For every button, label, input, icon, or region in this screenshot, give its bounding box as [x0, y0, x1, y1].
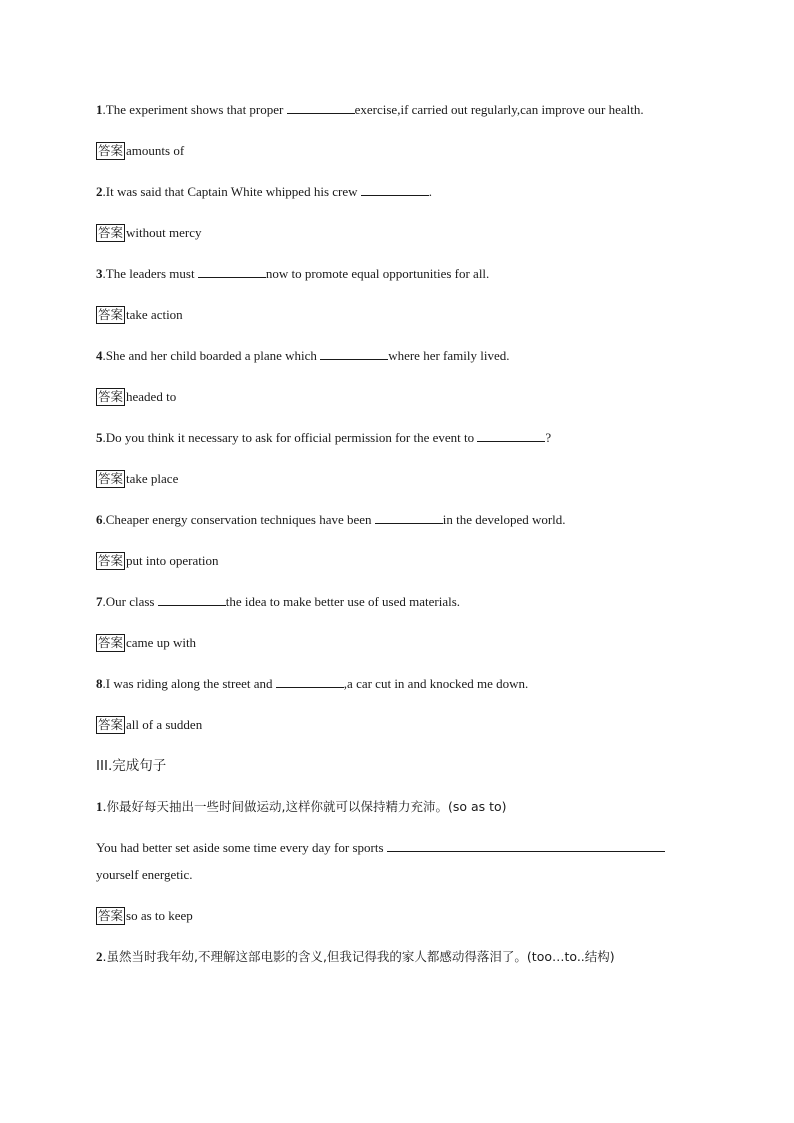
answer-badge: 答案 [98, 389, 124, 404]
question-text-before: .The experiment shows that proper [102, 102, 287, 117]
answer-badge: 答案 [98, 635, 124, 650]
answer-text: headed to [126, 389, 177, 404]
answer-blank [320, 346, 388, 360]
question-text-before: .She and her child boarded a plane which [102, 348, 321, 363]
question-text-after: exercise,if carried out regularly,can improve our health. [354, 102, 644, 117]
answer-8 [96, 715, 706, 735]
translation-sentence-line-2 [96, 865, 706, 885]
question-text-after: now to promote equal opportunities for all. [265, 266, 490, 281]
document-page [96, 100, 706, 988]
question-number: 2 [96, 949, 103, 964]
answer-7 [96, 633, 706, 653]
question-number: 2 [96, 184, 103, 199]
question-number: 5 [96, 430, 103, 445]
translation-sentence-line-1 [96, 838, 706, 858]
question-text-before: .I was riding along the street and [102, 676, 276, 691]
question-6 [96, 510, 706, 530]
question-text-before: .The leaders must [102, 266, 198, 281]
question-number: 7 [96, 594, 103, 609]
question-text-after: ? [545, 430, 552, 445]
answer-6 [96, 551, 706, 571]
answer-blank [158, 592, 226, 606]
answer-blank [477, 428, 545, 442]
question-text-before: .Cheaper energy conservation techniques have been [102, 512, 375, 527]
answer-text: put into operation [126, 553, 219, 568]
answer-badge: 答案 [98, 717, 124, 732]
answer-blank [198, 264, 266, 278]
answer-badge: 答案 [98, 908, 124, 923]
translation-question-2 [96, 947, 706, 967]
question-7 [96, 592, 706, 612]
answer-badge: 答案 [98, 471, 124, 486]
translation-question-1 [96, 797, 706, 817]
answer-text: without mercy [126, 225, 202, 240]
section-heading: III.完成句子 [96, 758, 167, 774]
question-2 [96, 182, 706, 202]
answer-blank [387, 838, 665, 852]
question-number: 6 [96, 512, 103, 527]
question-text-before: .Our class [102, 594, 158, 609]
answer-text: take action [126, 307, 183, 322]
question-text-after: . [428, 184, 433, 199]
question-number: 1 [96, 102, 103, 117]
question-text-after: ,a car cut in and knocked me down. [343, 676, 529, 691]
question-number: 4 [96, 348, 103, 363]
answer-1 [96, 141, 706, 161]
question-number: 8 [96, 676, 103, 691]
question-number: 1 [96, 799, 103, 814]
question-text-before: .It was said that Captain White whipped his crew [102, 184, 361, 199]
question-text-before: .Do you think it necessary to ask for official permission for the event to [102, 430, 478, 445]
answer-badge: 答案 [98, 143, 124, 158]
answer-badge: 答案 [98, 553, 124, 568]
answer-blank [276, 674, 344, 688]
question-4 [96, 346, 706, 366]
answer-5 [96, 469, 706, 489]
answer-badge: 答案 [98, 225, 124, 240]
chinese-prompt: .虽然当时我年幼,不理解这部电影的含义,但我记得我的家人都感动得落泪了。(too…to..结构) [102, 949, 615, 964]
translation-text-before: You had better set aside some time every day for sports [96, 840, 387, 855]
translation-answer-1 [96, 906, 706, 926]
answer-text: amounts of [126, 143, 185, 158]
answer-text: came up with [126, 635, 197, 650]
answer-2 [96, 223, 706, 243]
answer-3 [96, 305, 706, 325]
question-1 [96, 100, 706, 120]
answer-text: take place [126, 471, 179, 486]
answer-text: so as to keep [126, 908, 193, 923]
chinese-prompt: .你最好每天抽出一些时间做运动,这样你就可以保持精力充沛。(so as to) [102, 799, 507, 814]
answer-badge: 答案 [98, 307, 124, 322]
question-text-after: where her family lived. [388, 348, 510, 363]
answer-text: all of a sudden [126, 717, 203, 732]
question-number: 3 [96, 266, 103, 281]
answer-blank [375, 510, 443, 524]
question-text-after: the idea to make better use of used materials. [225, 594, 461, 609]
answer-4 [96, 387, 706, 407]
question-5 [96, 428, 706, 448]
question-3 [96, 264, 706, 284]
translation-text-after: yourself energetic. [96, 867, 193, 882]
question-text-after: in the developed world. [442, 512, 566, 527]
question-8 [96, 674, 706, 694]
answer-blank [287, 100, 355, 114]
answer-blank [361, 182, 429, 196]
